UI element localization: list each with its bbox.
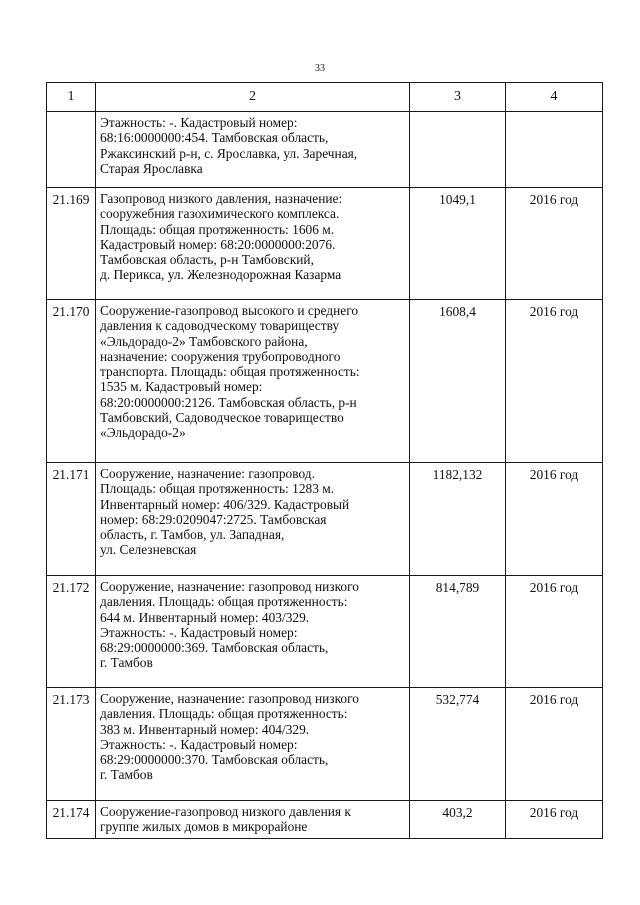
column-header-3: 3 bbox=[410, 83, 506, 112]
row-number: 21.169 bbox=[47, 188, 96, 300]
row-description: Сооружение, назначение: газопровод. Площадь: общая протяженность: 1283 м. Инвентарный номер: 406/329. Кадастровый номер: 68:29:0209047:2725. Тамбовская область, г. Тамбов, ул. Западная, ул. Селезневская bbox=[96, 463, 410, 576]
row-description: Сооружение, назначение: газопровод низкого давления. Площадь: общая протяженность: 383 м. Инвентарный номер: 404/329. Этажность: -. Кадастровый номер: 68:29:0000000:370. Тамбовская область, г. Тамбов bbox=[96, 688, 410, 801]
page-number: 33 bbox=[315, 63, 325, 74]
table-row bbox=[47, 576, 603, 688]
row-description: Этажность: -. Кадастровый номер: 68:16:0000000:454. Тамбовская область, Ржаксинский р-н, с. Ярославка, ул. Заречная, Старая Ярославка bbox=[96, 112, 410, 188]
row-value: 1182,132 bbox=[410, 463, 506, 576]
property-register-table bbox=[46, 82, 603, 839]
row-number: 21.173 bbox=[47, 688, 96, 801]
row-value bbox=[410, 112, 506, 188]
row-value: 1049,1 bbox=[410, 188, 506, 300]
row-year: 2016 год bbox=[506, 300, 603, 463]
row-description: Сооружение, назначение: газопровод низкого давления. Площадь: общая протяженность: 644 м. Инвентарный номер: 403/329. Этажность: -. Кадастровый номер: 68:29:0000000:369. Тамбовская область, г. Тамбов bbox=[96, 576, 410, 688]
row-number bbox=[47, 112, 96, 188]
row-number: 21.172 bbox=[47, 576, 96, 688]
row-description: Газопровод низкого давления, назначение: сооружебния газохимического комплекса. Площадь: общая протяженность: 1606 м. Кадастровый номер: 68:20:0000000:2076. Тамбовская область, р-н Тамбовский, д. Периксa, ул. Железнодорожная Казарма bbox=[96, 188, 410, 300]
row-value: 403,2 bbox=[410, 801, 506, 839]
column-header-2: 2 bbox=[96, 83, 410, 112]
table-row bbox=[47, 112, 603, 188]
row-year: 2016 год bbox=[506, 688, 603, 801]
row-description: Сооружение-газопровод высокого и среднего давления к садоводческому товариществу «Эльдорадо-2» Тамбовского района, назначение: сооружения трубопроводного транспорта. Площадь: общая протяженность: 1535 м. Кадастровый номер: 68:20:0000000:2126. Тамбовская область, р-н Тамбовский, Садоводческое товарищество «Эльдорадо-2» bbox=[96, 300, 410, 463]
row-value: 1608,4 bbox=[410, 300, 506, 463]
table-row bbox=[47, 188, 603, 300]
row-year: 2016 год bbox=[506, 463, 603, 576]
row-description: Сооружение-газопровод низкого давления к группе жилых домов в микрорайоне bbox=[96, 801, 410, 839]
row-year: 2016 год bbox=[506, 576, 603, 688]
table-row bbox=[47, 300, 603, 463]
column-header-1: 1 bbox=[47, 83, 96, 112]
table-row bbox=[47, 463, 603, 576]
row-number: 21.174 bbox=[47, 801, 96, 839]
row-value: 814,789 bbox=[410, 576, 506, 688]
table-row bbox=[47, 688, 603, 801]
table-row bbox=[47, 801, 603, 839]
row-year: 2016 год bbox=[506, 801, 603, 839]
column-header-4: 4 bbox=[506, 83, 603, 112]
row-number: 21.170 bbox=[47, 300, 96, 463]
row-year bbox=[506, 112, 603, 188]
row-number: 21.171 bbox=[47, 463, 96, 576]
row-year: 2016 год bbox=[506, 188, 603, 300]
row-value: 532,774 bbox=[410, 688, 506, 801]
header-row bbox=[47, 83, 603, 112]
